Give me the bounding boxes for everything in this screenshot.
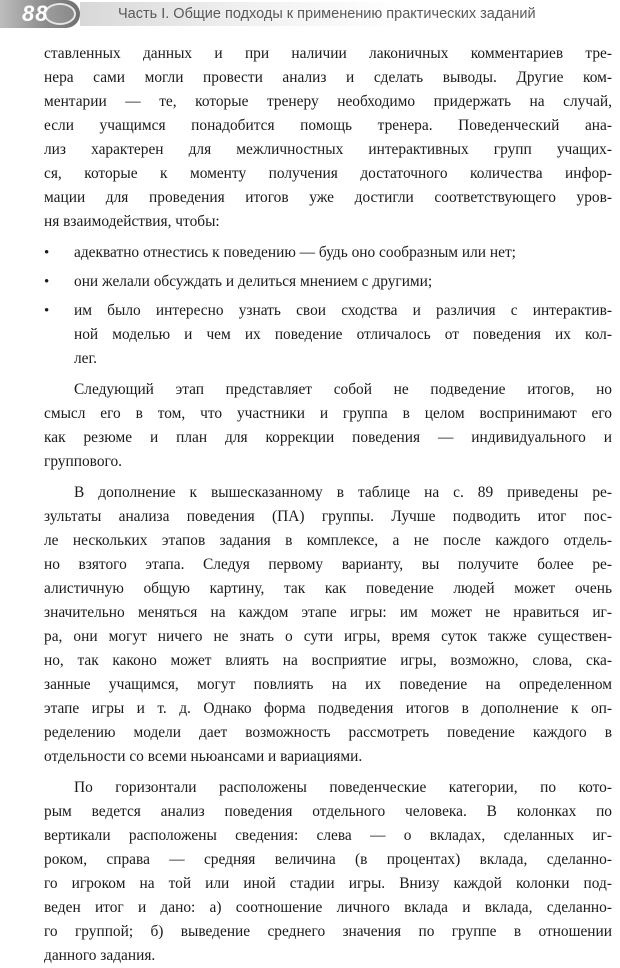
text-line: ра, они могут ничего не знать о сути игры, время суток также существен- [44, 628, 612, 645]
bullet-text: ной моделью и чем их поведение отличалось от поведения их кол- [74, 326, 612, 343]
page-body [44, 42, 612, 968]
bullet-text: лег. [74, 350, 97, 367]
text-line: как резюме и план для коррекции поведения — индивидуального и [44, 429, 612, 446]
bullet-item [44, 241, 612, 265]
running-title: Часть I. Общие подходы к применению практических заданий [118, 6, 536, 22]
text-line: ментарии — те, которые тренеру необходимо придержать на случай, [44, 93, 612, 110]
text-line: ся, которые к моменту получения достаточного количества инфор- [44, 165, 612, 182]
bullet-text: они желали обсуждать и делиться мнением с другими; [74, 273, 433, 290]
text-line: смысл его в том, что участники и группа в целом воспринимают его [44, 405, 612, 422]
text-line: этапе игры и т. д. Однако форма подведения итогов в дополнение к оп- [44, 700, 612, 717]
text-line: Следующий этап представляет собой не подведение итогов, но [74, 381, 612, 398]
text-line: занные учащимся, могут повлиять на их поведение на определенном [44, 676, 612, 693]
paragraph-2 [44, 378, 612, 474]
bullet-item [44, 270, 612, 294]
text-line: мации для проведения итогов уже достигли соответствующего уров- [44, 189, 612, 206]
paragraph-4 [44, 776, 612, 968]
text-line: В дополнение к вышесказанному в таблице на с. 89 приведены ре- [74, 484, 612, 501]
bullet-list [44, 241, 612, 371]
text-line: ределению модели дает возможность рассмотреть поведение каждого в [44, 724, 612, 741]
page-number: 88 [22, 1, 49, 26]
text-line: но, так каконо может влиять на восприятие игры, возможно, слова, ска- [44, 652, 612, 669]
text-line: вертикали расположены сведения: слева — о вкладах, сделанных иг- [44, 827, 612, 844]
bullet-text: им было интересно узнать свои сходства и различия с интерактив- [74, 302, 612, 319]
bullet-icon: • [44, 245, 50, 261]
bullet-item [44, 299, 612, 371]
page-number-badge [0, 0, 80, 28]
text-line: данного задания. [44, 947, 156, 964]
text-line: алистичную общую картину, так как поведение людей может очень [44, 580, 612, 597]
text-line: ня взаимодействия, чтобы: [44, 213, 220, 230]
text-line: но взятого этапа. Следуя первому варианту, вы получите более ре- [44, 556, 612, 573]
badge-ring-decoration [44, 3, 76, 25]
bullet-text: адекватно отнестись к поведению — будь оно сообразным или нет; [74, 244, 516, 261]
text-line: зультаты анализа поведения (ПА) группы. Лучше подводить итог пос- [44, 508, 612, 525]
text-line: ставленных данных и при наличии лаконичных комментариев тре- [44, 45, 612, 62]
text-line: ле нескольких этапов задания в комплексе, а не после каждого отдель- [44, 532, 612, 549]
text-line: веден итог и дано: а) соотношение личного вклада и вклада, сделанно- [44, 899, 612, 916]
text-line: роком, справа — средняя величина (в процентах) вклада, сделанно- [44, 851, 612, 868]
text-line: лиз характерен для межличностных интерактивных групп учащих- [44, 141, 612, 158]
text-line: го группой; б) выведение среднего значения по группе в отношении [44, 923, 612, 940]
paragraph-1 [44, 42, 612, 234]
running-header [0, 0, 620, 30]
text-line: рым ведется анализ поведения отдельного человека. В колонках по [44, 803, 612, 820]
text-line: нера сами могли провести анализ и сделать выводы. Другие ком- [44, 69, 612, 86]
text-line: По горизонтали расположены поведенческие категории, по кото- [74, 779, 612, 796]
text-line: значительно меняться на каждом этапе игры: им может не нравиться иг- [44, 604, 612, 621]
paragraph-3 [44, 481, 612, 769]
bullet-icon: • [44, 303, 50, 319]
text-line: группового. [44, 453, 122, 470]
bullet-icon: • [44, 274, 50, 290]
text-line: если учащимся понадобится помощь тренера. Поведенческий ана- [44, 117, 612, 134]
text-line: го игроком на той или иной стадии игры. Внизу каждой колонки под- [44, 875, 612, 892]
text-line: отдельности со всеми ньюансами и вариациями. [44, 748, 363, 765]
